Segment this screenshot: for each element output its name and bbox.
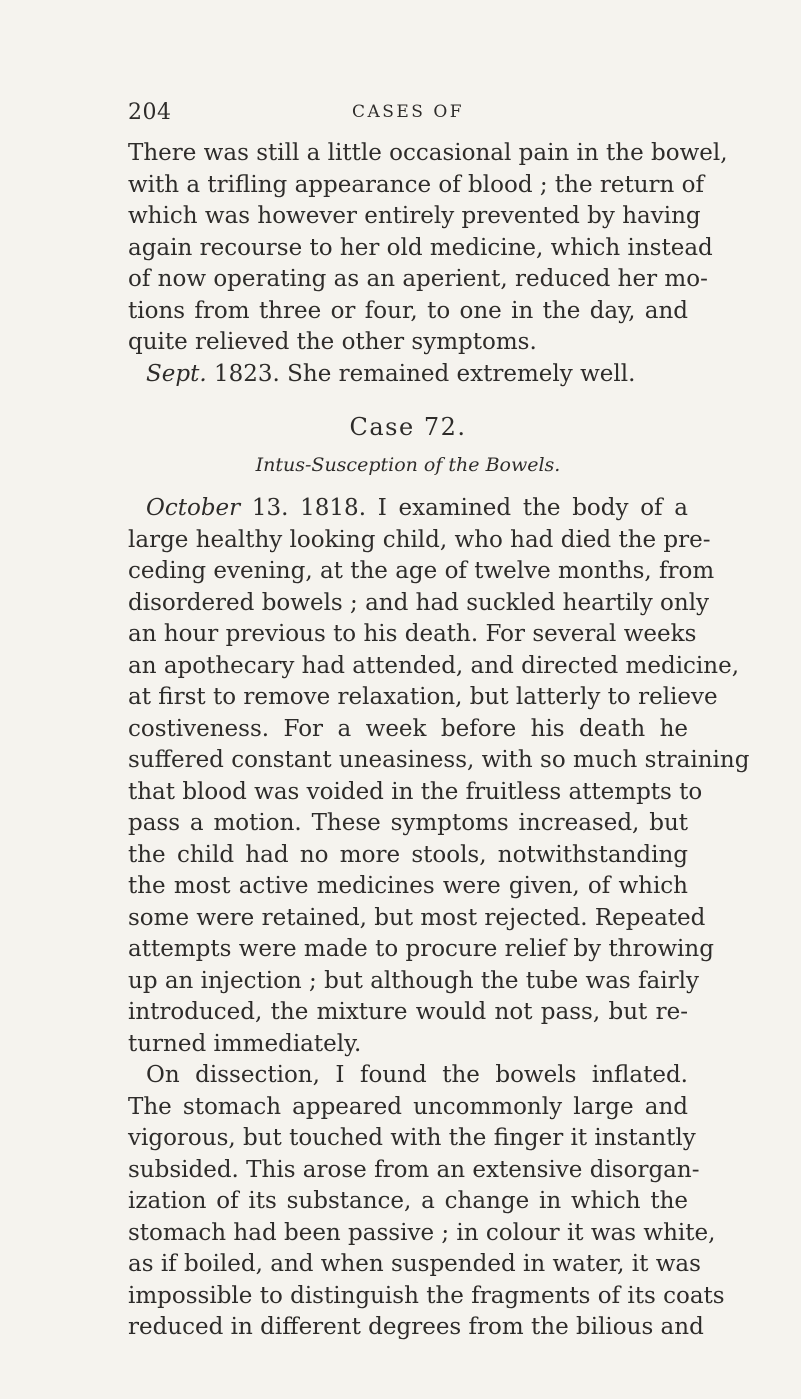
paragraph-continuation <box>128 138 728 359</box>
text-line: reduced in different degrees from the bilious and <box>128 1314 704 1340</box>
case-title: Case 72. <box>349 413 467 441</box>
text-line: that blood was voided in the fruitless attempts to <box>128 778 703 805</box>
text-line: ceding evening, at the age of twelve months, from <box>128 558 715 584</box>
text-line: There was still a little occasional pain in the bowel, <box>128 140 728 166</box>
first-line-text: 13. 1818. I examined the body of a <box>240 495 688 521</box>
text-line: vigorous, but touched with the finger it instantly <box>128 1125 696 1151</box>
text-line: On dissection, I found the bowels inflated. <box>146 1062 688 1088</box>
page-number: 204 <box>128 100 172 125</box>
text-line: costiveness. For a week before his death he <box>128 715 688 742</box>
text-line: ization of its substance, a change in which the <box>128 1188 688 1214</box>
text-line: stomach had been passive ; in colour it was white, <box>128 1219 716 1246</box>
text-line: The stomach appeared uncommonly large and <box>128 1093 688 1120</box>
text-line: at first to remove relaxation, but latterly to relieve <box>128 684 718 710</box>
date-note-text: 1823. She remained extremely well. <box>206 360 636 387</box>
paragraph-dissection <box>128 1060 725 1344</box>
text-line <box>128 359 688 391</box>
text-line: large healthy looking child, who had died the pre- <box>128 526 711 553</box>
text-line: which was however entirely prevented by having <box>128 203 701 229</box>
text-line: introduced, the mixture would not pass, but re- <box>128 999 688 1025</box>
text-line: impossible to distinguish the fragments of its coats <box>128 1282 725 1309</box>
text-line: the child had no more stools, notwithstanding <box>128 841 688 868</box>
text-line: suffered constant uneasiness, with so much straining <box>128 747 750 773</box>
text-line: the most active medicines were given, of which <box>128 873 688 899</box>
text-line: again recourse to her old medicine, which instead <box>128 234 713 261</box>
text-line: of now operating as an aperient, reduced her mo- <box>128 266 708 292</box>
text-line: an hour previous to his death. For several weeks <box>128 621 697 647</box>
text-line: disordered bowels ; and had suckled heartily only <box>128 589 710 616</box>
date-italic: October <box>146 495 241 521</box>
text-line: some were retained, but most rejected. Repeated <box>128 904 706 931</box>
text-line: turned immediately. <box>128 1030 362 1057</box>
text-line: attempts were made to procure relief by throwing <box>128 936 714 962</box>
paragraph-date-note <box>128 359 688 391</box>
text-line: an apothecary had attended, and directed medicine, <box>128 652 740 679</box>
case-subtitle: Intus-Susception of the Bowels. <box>255 453 561 476</box>
text-line: quite relieved the other symptoms. <box>128 329 537 355</box>
text-line <box>128 493 688 525</box>
text-line: tions from three or four, to one in the day, and <box>128 297 688 324</box>
text-line: subsided. This arose from an extensive disorgan- <box>128 1156 700 1183</box>
text-line: pass a motion. These symptoms increased, but <box>128 810 688 836</box>
text-line: with a trifling appearance of blood ; the return of <box>128 171 705 198</box>
text-line: up an injection ; but although the tube was fairly <box>128 967 699 994</box>
paragraph-case-report <box>128 493 750 1060</box>
text-line: as if boiled, and when suspended in water, it was <box>128 1251 701 1277</box>
running-head: CASES OF <box>351 102 465 122</box>
page-header <box>128 100 688 130</box>
body-text <box>128 138 750 1344</box>
date-italic: Sept. <box>146 360 207 387</box>
